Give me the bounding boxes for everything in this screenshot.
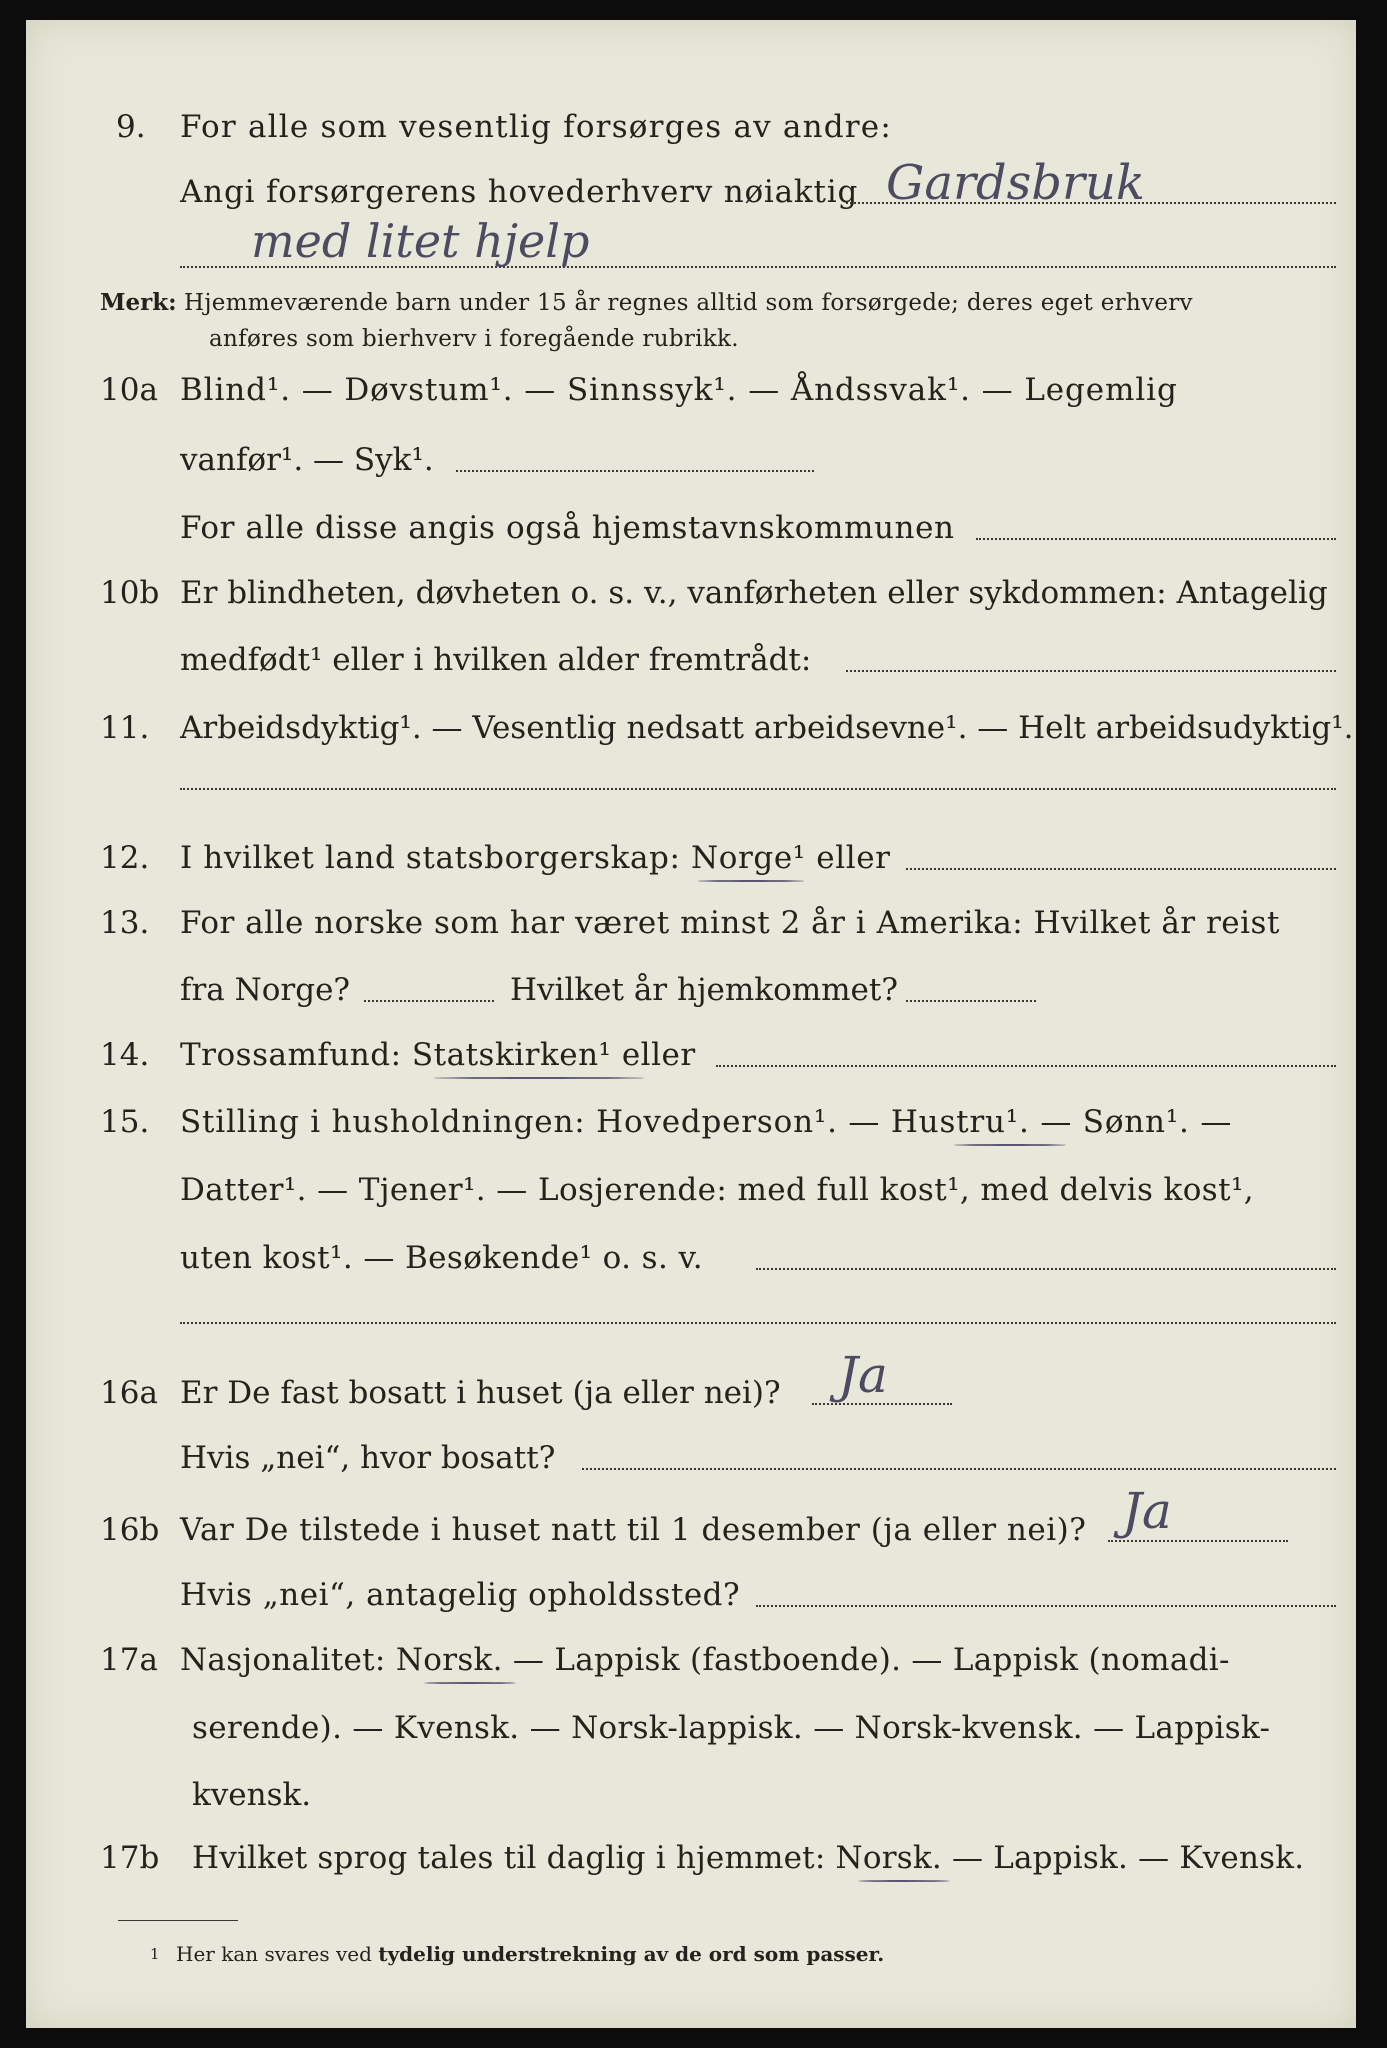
q12-line1: I hvilket land statsborgerskap: Norge¹ eller	[180, 840, 891, 876]
q16a-number: 16a	[100, 1375, 158, 1411]
q9-number: 9.	[116, 109, 146, 145]
q14-number: 14.	[100, 1037, 150, 1073]
q17a-norsk-underline	[424, 1682, 516, 1684]
merk-label: Merk:	[100, 289, 177, 316]
q9-handwritten-answer-2: med litet hjelp	[251, 214, 590, 268]
q11-number: 11.	[100, 710, 150, 746]
q13-line2b: Hvilket år hjemkommet?	[510, 972, 898, 1008]
q15-hustru-underline	[954, 1144, 1066, 1146]
q13-answer-line2	[906, 1000, 1036, 1002]
footnote-mark: 1	[150, 1945, 160, 1963]
q10a-answer-line1	[456, 470, 814, 472]
q16b-answer-line2	[756, 1605, 1336, 1607]
q16a-line1: Er De fast bosatt i huset (ja eller nei)?	[180, 1375, 781, 1411]
q13-line1: For alle norske som har været minst 2 år i Amerika: Hvilket år reist	[180, 905, 1280, 941]
footnote-text	[176, 1940, 884, 1968]
q17b-line1: Hvilket sprog tales til daglig i hjemmet: Norsk. — Lappisk. — Kvensk.	[192, 1840, 1305, 1876]
merk-line2: anføres som bierhverv i foregående rubrikk.	[209, 326, 739, 352]
q9-line1: For alle som vesentlig forsørges av andre:	[180, 109, 892, 145]
q15-line1: Stilling i husholdningen: Hovedperson¹. — Hustru¹. — Sønn¹. —	[180, 1104, 1233, 1140]
q15-number: 15.	[100, 1104, 150, 1140]
q10b-line1: Er blindheten, døvheten o. s. v., vanførheten eller sykdommen: Antagelig	[180, 575, 1328, 611]
census-form-page	[26, 20, 1356, 2028]
footnote-text-a: Her kan svares ved	[176, 1942, 372, 1966]
merk-line1: Hjemmeværende barn under 15 år regnes alltid som forsørgede; deres eget erhverv	[184, 290, 1193, 316]
q10b-answer-line	[846, 670, 1336, 672]
q16b-line1: Var De tilstede i huset natt til 1 desember (ja eller nei)?	[180, 1512, 1087, 1548]
q10a-line3: For alle disse angis også hjemstavnskommunen	[180, 510, 955, 546]
q17a-line1: Nasjonalitet: Norsk. — Lappisk (fastboende). — Lappisk (nomadi-	[180, 1642, 1230, 1678]
q16b-answer-line	[1108, 1540, 1288, 1542]
q17a-line3: kvensk.	[192, 1777, 312, 1813]
q12-number: 12.	[100, 840, 150, 876]
q14-answer-line	[716, 1065, 1336, 1067]
q15-answer-line2	[180, 1322, 1336, 1324]
q11-line1: Arbeidsdyktig¹. — Vesentlig nedsatt arbeidsevne¹. — Helt arbeidsudyktig¹.	[180, 710, 1354, 746]
q16a-line2: Hvis „nei“, hvor bosatt?	[180, 1440, 556, 1476]
q16b-handwritten-answer: Ja	[1122, 1482, 1172, 1540]
q12-norge-underline	[698, 880, 804, 882]
q11-answer-line	[180, 788, 1336, 790]
q10a-answer-line2	[976, 538, 1336, 540]
q17a-line2: serende). — Kvensk. — Norsk-lappisk. — Norsk-kvensk. — Lappisk-	[192, 1710, 1271, 1746]
q10b-line2: medfødt¹ eller i hvilken alder fremtrådt:	[180, 642, 812, 678]
q16b-number: 16b	[100, 1512, 160, 1548]
q16a-answer-line2	[582, 1468, 1336, 1470]
q14-line1: Trossamfund: Statskirken¹ eller	[180, 1037, 696, 1073]
q9-line2: Angi forsørgerens hovederhverv nøiaktig	[180, 174, 859, 210]
footnote-rule	[118, 1920, 238, 1921]
q13-answer-line1	[364, 1000, 494, 1002]
q10b-number: 10b	[100, 575, 160, 611]
q10a-line1: Blind¹. — Døvstum¹. — Sinnssyk¹. — Åndssvak¹. — Legemlig	[180, 372, 1178, 408]
q12-answer-line	[906, 868, 1336, 870]
q13-line2a: fra Norge?	[180, 972, 351, 1008]
q14-statskirken-underline	[434, 1077, 644, 1079]
q15-line3: uten kost¹. — Besøkende¹ o. s. v.	[180, 1240, 703, 1276]
q15-line2: Datter¹. — Tjener¹. — Losjerende: med full kost¹, med delvis kost¹,	[180, 1172, 1255, 1208]
q16b-line2: Hvis „nei“, antagelig opholdssted?	[180, 1577, 741, 1613]
q9-handwritten-answer-1: Gardsbruk	[886, 155, 1145, 211]
q13-number: 13.	[100, 905, 150, 941]
q17b-norsk-underline	[858, 1880, 950, 1882]
q15-answer-line1	[756, 1268, 1336, 1270]
footnote-text-b: tydelig understrekning av de ord som passer.	[378, 1942, 885, 1966]
q10a-line2: vanfør¹. — Syk¹.	[180, 442, 434, 478]
q17b-number: 17b	[100, 1840, 160, 1876]
q17a-number: 17a	[100, 1642, 158, 1678]
q10a-number: 10a	[100, 372, 158, 408]
q16a-handwritten-answer: Ja	[838, 1346, 888, 1404]
